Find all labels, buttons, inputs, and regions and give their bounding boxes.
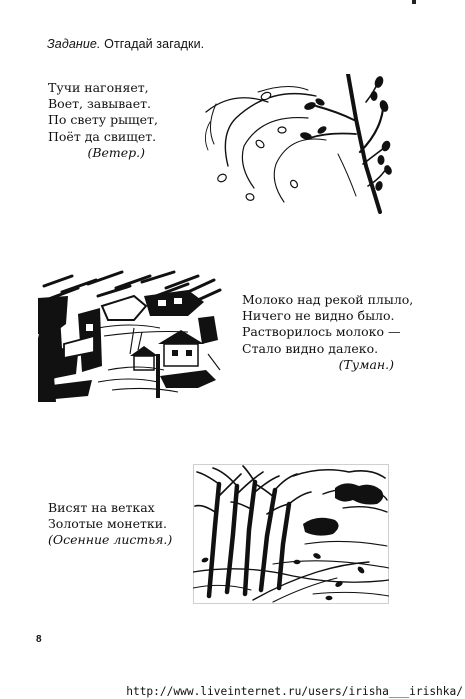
riddle-line: Тучи нагоняет, xyxy=(48,80,149,95)
riddle-line: Золотые монетки. xyxy=(48,516,168,532)
wind-blown-branch-icon xyxy=(198,74,393,214)
riddle-autumn-leaves xyxy=(48,500,173,549)
riddle-line: Поёт да свищет. xyxy=(48,128,157,144)
page-number: 8 xyxy=(36,634,42,645)
foggy-village-icon xyxy=(38,266,222,402)
task-label: Задание. xyxy=(47,37,101,51)
footer-url: http://www.liveinternet.ru/users/irisha___irishka/ xyxy=(126,685,463,698)
task-heading xyxy=(47,37,204,51)
task-text: Отгадай загадки. xyxy=(104,37,205,51)
riddle-line: По свету рыщет, xyxy=(48,112,158,128)
riddle-answer: (Ветер.) xyxy=(87,144,145,160)
riddle-answer: (Осенние листья.) xyxy=(48,532,173,548)
riddle-line: Висят на ветках xyxy=(48,500,155,515)
riddle-line: Стало видно далеко. xyxy=(242,340,379,356)
riddle-line: Воет, завывает. xyxy=(48,96,152,112)
autumn-trees-icon xyxy=(193,464,389,604)
riddle-line: Растворилось молоко — xyxy=(242,324,401,340)
riddle-fog xyxy=(242,292,414,373)
riddle-wind xyxy=(48,80,158,161)
riddle-line: Молоко над рекой плыло, xyxy=(242,292,414,307)
riddle-answer: (Туман.) xyxy=(338,356,394,372)
riddle-line: Ничего не видно было. xyxy=(242,308,395,324)
page-corner-mark xyxy=(412,0,416,4)
